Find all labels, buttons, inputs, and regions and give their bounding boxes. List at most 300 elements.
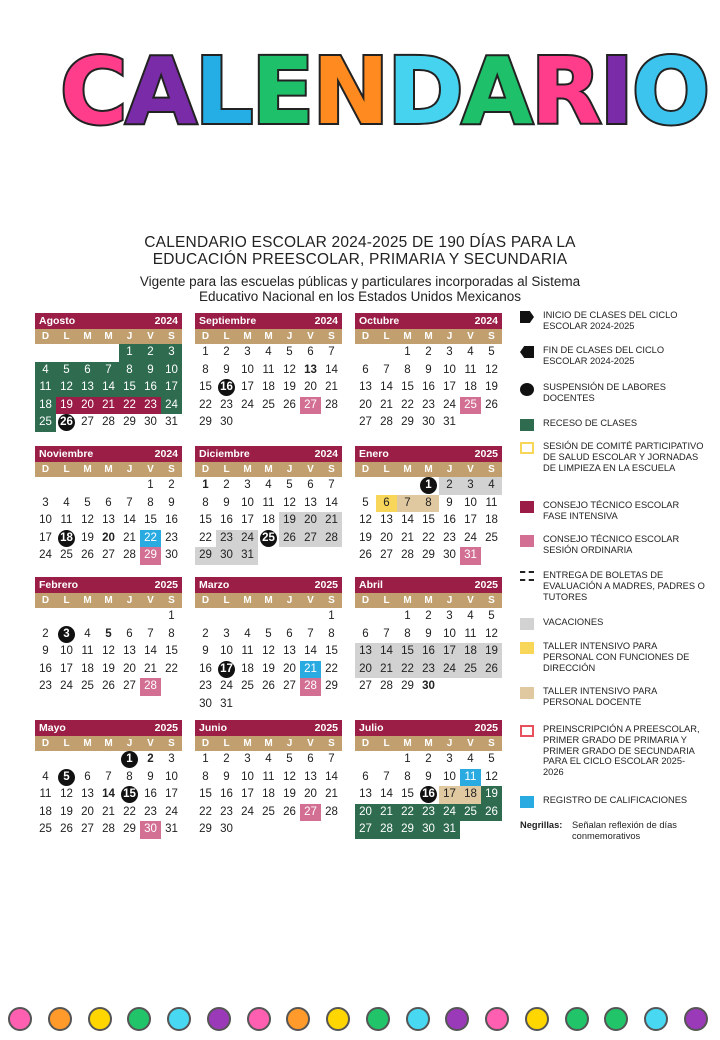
day-cell: 12 (485, 363, 498, 376)
day-circle: 16 (218, 379, 235, 396)
day-cell: 7 (105, 770, 112, 783)
day-cell: 31 (443, 416, 456, 428)
month-enero (355, 446, 502, 565)
month-year: 2024 (154, 448, 178, 460)
month-mayo (35, 720, 182, 839)
day-cell: 26 (262, 680, 275, 692)
day-cell: 4 (63, 496, 70, 509)
day-cell: 1 (168, 610, 175, 622)
day-cell: 2 (425, 346, 432, 358)
weekday-label: M (424, 331, 433, 342)
day-cell: 12 (283, 496, 296, 509)
weekday-label: J (446, 595, 453, 606)
title-line-1: CALENDARIO ESCOLAR 2024-2025 DE 190 DÍAS PARA LA (144, 234, 576, 251)
day-cell: 3 (161, 344, 182, 362)
day-cell: 8 (202, 363, 209, 376)
month-name: Marzo (199, 579, 230, 591)
day-cell: 21 (325, 381, 338, 393)
decorative-dot (286, 1007, 310, 1031)
day-cell: 19 (102, 662, 115, 675)
day-cell: 23 (422, 398, 435, 411)
weekday-label: M (403, 464, 412, 475)
empty-cell (56, 608, 77, 626)
day-cell: 10 (241, 496, 254, 509)
weekday-label: V (147, 738, 154, 749)
day-cell: 15 (144, 514, 157, 526)
day-cell: 5 (488, 753, 495, 765)
weekday-label: V (307, 331, 314, 342)
weekday-label: D (41, 331, 50, 342)
weekday-label: M (424, 464, 433, 475)
weekday-header (195, 329, 342, 344)
day-cell (56, 530, 77, 548)
day-cell: 27 (355, 821, 376, 839)
day-cell: 18 (81, 662, 94, 675)
day-cell: 7 (383, 627, 390, 640)
day-cell: 1 (404, 610, 411, 622)
weekday-label: D (361, 464, 370, 475)
weekday-label: J (446, 464, 453, 475)
day-cell: 14 (325, 770, 338, 783)
day-cell: 13 (283, 645, 296, 657)
day-cell: 26 (102, 680, 115, 692)
banner-letter: R (530, 38, 600, 145)
legend-item (520, 441, 705, 473)
weekday-header (195, 593, 342, 608)
title-line-2: EDUCACIÓN PREESCOLAR, PRIMARIA Y SECUNDARIA (152, 251, 568, 268)
day-cell: 7 (383, 770, 390, 783)
month-year: 2024 (154, 315, 178, 327)
month-year: 2025 (314, 579, 338, 591)
day-cell: 14 (325, 363, 338, 376)
day-cell: 8 (404, 363, 411, 376)
legend-item (520, 500, 705, 522)
day-cell: 28 (140, 678, 161, 696)
day-cell: 22 (140, 530, 161, 548)
day-cell: 16 (220, 788, 233, 800)
day-grid (35, 477, 182, 565)
legend-swatch (520, 687, 534, 699)
calendar-title (60, 234, 660, 268)
day-cell: 22 (401, 398, 414, 411)
day-cell: 8 (119, 362, 140, 380)
empty-cell (397, 477, 418, 495)
day-cell: 1 (202, 479, 209, 491)
day-cell: 12 (359, 514, 372, 526)
month-header (355, 577, 502, 593)
legend-text: CONSEJO TÉCNICO ESCOLAR SESIÓN ORDINARIA (543, 534, 680, 555)
legend-text: RECESO DE CLASES (543, 418, 638, 428)
month-header (355, 446, 502, 462)
weekday-label: M (264, 464, 273, 475)
day-cell: 31 (439, 821, 460, 839)
day-cell (216, 379, 237, 397)
decorative-dot (366, 1007, 390, 1031)
day-cell: 7 (328, 479, 335, 491)
day-cell: 29 (422, 549, 435, 561)
empty-cell (376, 344, 397, 362)
empty-cell (77, 608, 98, 626)
empty-cell (35, 344, 56, 362)
day-cell: 23 (140, 397, 161, 415)
decorative-dot (684, 1007, 708, 1031)
day-cell: 26 (481, 661, 502, 679)
day-cell: 19 (56, 397, 77, 415)
weekday-label: D (361, 595, 370, 606)
weekday-header (355, 736, 502, 751)
day-cell: 12 (485, 627, 498, 640)
day-cell: 14 (325, 496, 338, 509)
day-cell: 8 (404, 627, 411, 640)
day-cell: 22 (199, 531, 212, 544)
day-cell: 24 (220, 680, 233, 692)
day-cell: 18 (262, 788, 275, 800)
weekday-label: S (328, 738, 335, 749)
day-cell: 20 (380, 531, 393, 544)
day-cell: 9 (425, 363, 432, 376)
empty-cell (77, 477, 98, 495)
day-cell: 6 (307, 753, 314, 765)
day-cell: 10 (241, 770, 254, 783)
decorative-dot (644, 1007, 668, 1031)
weekday-label: J (126, 595, 133, 606)
legend-item (520, 686, 705, 708)
day-cell: 19 (485, 381, 498, 393)
day-cell: 29 (401, 680, 414, 692)
day-cell: 17 (439, 786, 460, 804)
day-cell: 7 (383, 363, 390, 376)
day-cell: 23 (220, 398, 233, 411)
day-cell: 29 (325, 680, 338, 692)
empty-cell (119, 608, 140, 626)
day-cell: 9 (168, 496, 175, 509)
day-cell: 7 (328, 753, 335, 765)
legend-text: PREINSCRIPCIÓN A PREESCOLAR, PRIMER GRADO DE PRIMARIA Y PRIMER GRADO DE SECUNDARIA PARA EL CICLO ESCOLAR 2025-2026 (543, 724, 700, 778)
day-grid (355, 344, 502, 432)
day-cell: 5 (286, 346, 293, 358)
decorative-dot (88, 1007, 112, 1031)
day-cell: 2 (223, 479, 230, 491)
day-cell: 19 (81, 531, 94, 544)
day-cell: 12 (56, 379, 77, 397)
empty-cell (77, 751, 98, 769)
weekday-label: V (307, 595, 314, 606)
day-cell: 4 (481, 477, 502, 495)
day-cell: 21 (325, 788, 338, 800)
day-cell: 10 (443, 770, 456, 783)
day-grid (195, 751, 342, 839)
day-cell: 20 (283, 662, 296, 675)
day-cell: 16 (39, 662, 52, 675)
day-cell: 10 (39, 514, 52, 526)
day-grid (35, 608, 182, 696)
day-cell: 24 (60, 680, 73, 692)
empty-cell (355, 344, 376, 362)
weekday-label: V (467, 595, 474, 606)
legend-item (520, 570, 705, 602)
empty-cell (355, 608, 376, 626)
empty-cell (300, 608, 321, 626)
day-cell: 27 (123, 680, 136, 692)
day-cell: 11 (460, 769, 481, 787)
weekday-label: L (383, 464, 390, 475)
day-cell: 28 (401, 549, 414, 561)
weekday-label: M (83, 595, 92, 606)
day-cell: 4 (265, 479, 272, 491)
weekday-label: M (83, 331, 92, 342)
day-cell: 3 (446, 610, 453, 622)
weekday-label: L (383, 738, 390, 749)
weekday-header (355, 329, 502, 344)
month-febrero (35, 577, 182, 696)
day-cell: 18 (35, 397, 56, 415)
weekday-label: M (264, 595, 273, 606)
day-cell: 21 (102, 805, 115, 818)
banner-letter: O (631, 38, 709, 145)
day-cell: 12 (60, 788, 73, 800)
day-cell: 17 (241, 514, 254, 526)
weekday-label: J (446, 738, 453, 749)
day-cell (119, 786, 140, 804)
day-cell: 29 (123, 823, 136, 835)
legend-swatch (520, 796, 534, 808)
legend-item (520, 382, 705, 404)
month-junio (195, 720, 342, 839)
day-cell: 26 (359, 549, 372, 561)
day-cell: 7 (98, 362, 119, 380)
legend-swatch (520, 501, 534, 513)
day-cell: 10 (165, 770, 178, 783)
empty-cell (35, 751, 56, 769)
day-cell: 22 (397, 804, 418, 822)
day-cell: 26 (481, 804, 502, 822)
day-cell: 2 (439, 477, 460, 495)
weekday-label: M (243, 595, 252, 606)
day-cell: 27 (102, 549, 115, 561)
month-header (355, 313, 502, 329)
day-cell: 30 (443, 549, 456, 561)
weekday-header (35, 462, 182, 477)
day-cell: 22 (422, 531, 435, 544)
day-cell: 27 (81, 823, 94, 835)
day-cell: 25 (460, 397, 481, 415)
day-cell: 16 (443, 514, 456, 526)
weekday-label: M (104, 738, 113, 749)
empty-cell (376, 477, 397, 495)
day-cell: 24 (39, 549, 52, 561)
day-cell (418, 786, 439, 804)
day-cell: 17 (241, 788, 254, 800)
day-cell: 13 (123, 645, 136, 657)
decorative-dot (247, 1007, 271, 1031)
month-name: Febrero (39, 579, 79, 591)
calendar-subtitle (60, 274, 660, 304)
day-cell: 29 (195, 547, 216, 565)
day-cell: 25 (241, 680, 254, 692)
month-header (35, 446, 182, 462)
day-cell: 11 (39, 788, 52, 800)
weekday-label: S (488, 464, 495, 475)
day-cell: 23 (39, 680, 52, 692)
legend-text: CONSEJO TÉCNICO ESCOLAR FASE INTENSIVA (543, 500, 680, 521)
day-cell: 10 (464, 496, 477, 509)
month-header (35, 720, 182, 736)
month-header (195, 313, 342, 329)
day-cell: 11 (262, 770, 275, 783)
month-name: Agosto (39, 315, 76, 327)
day-cell: 1 (147, 479, 154, 491)
day-cell: 14 (98, 379, 119, 397)
day-cell: 21 (401, 531, 414, 544)
day-cell: 13 (304, 363, 317, 376)
weekday-label: L (223, 738, 230, 749)
banner-letter: L (194, 38, 252, 145)
day-cell: 24 (443, 398, 456, 411)
day-cell: 29 (401, 416, 414, 428)
weekday-header (195, 462, 342, 477)
day-cell (216, 661, 237, 679)
day-cell: 3 (244, 346, 251, 358)
day-cell: 14 (102, 788, 115, 800)
day-cell: 11 (262, 363, 275, 376)
day-cell: 27 (359, 680, 372, 692)
day-cell: 28 (321, 530, 342, 548)
decorative-dot (127, 1007, 151, 1031)
day-cell (119, 751, 140, 769)
day-cell: 7 (328, 346, 335, 358)
month-year: 2025 (154, 579, 178, 591)
day-cell: 9 (425, 770, 432, 783)
day-cell: 25 (460, 661, 481, 679)
day-cell: 29 (123, 416, 136, 428)
decorative-dot (167, 1007, 191, 1031)
day-cell: 30 (144, 416, 157, 428)
day-cell: 7 (397, 495, 418, 513)
day-cell: 24 (439, 661, 460, 679)
legend-outline-swatch (520, 442, 534, 454)
day-cell: 17 (60, 662, 73, 675)
weekday-label: M (403, 595, 412, 606)
weekday-label: L (63, 464, 70, 475)
day-cell: 17 (39, 531, 52, 544)
day-cell: 22 (119, 397, 140, 415)
day-cell: 8 (404, 770, 411, 783)
month-name: Mayo (39, 722, 66, 734)
day-cell: 28 (123, 549, 136, 561)
weekday-label: V (147, 595, 154, 606)
legend-text: VACACIONES (543, 617, 604, 627)
day-cell: 27 (359, 416, 372, 428)
day-cell: 26 (60, 823, 73, 835)
day-cell: 20 (102, 531, 115, 544)
month-name: Junio (199, 722, 227, 734)
day-cell: 15 (325, 645, 338, 657)
weekday-label: M (104, 331, 113, 342)
day-cell: 31 (165, 416, 178, 428)
legend-text: ENTREGA DE BOLETAS DE EVALUACIÓN A MADRES, PADRES O TUTORES (543, 570, 705, 602)
day-cell: 16 (165, 514, 178, 526)
day-cell: 15 (401, 381, 414, 393)
decorative-dot (565, 1007, 589, 1031)
day-circle: 25 (260, 530, 277, 547)
weekday-label: V (307, 464, 314, 475)
day-cell: 8 (126, 770, 133, 783)
day-cell: 15 (397, 643, 418, 661)
day-cell: 25 (262, 805, 275, 818)
month-noviembre (35, 446, 182, 565)
day-cell: 28 (376, 821, 397, 839)
month-name: Diciembre (199, 448, 250, 460)
day-cell: 30 (216, 547, 237, 565)
legend-text: FIN DE CLASES DEL CICLO ESCOLAR 2024-2025 (543, 345, 665, 366)
weekday-label: S (168, 738, 175, 749)
weekday-header (35, 329, 182, 344)
day-cell: 14 (401, 514, 414, 526)
day-cell: 14 (380, 381, 393, 393)
day-cell: 30 (422, 416, 435, 428)
day-cell: 17 (241, 381, 254, 393)
day-cell: 19 (481, 786, 502, 804)
decorative-dot (8, 1007, 32, 1031)
decorative-dot (445, 1007, 469, 1031)
weekday-label: S (488, 738, 495, 749)
day-cell: 30 (220, 823, 233, 835)
day-cell: 13 (81, 788, 94, 800)
day-cell (56, 769, 77, 787)
day-cell: 5 (286, 479, 293, 491)
empty-cell (56, 344, 77, 362)
day-cell: 27 (300, 804, 321, 822)
day-cell: 14 (123, 514, 136, 526)
weekday-label: S (328, 464, 335, 475)
legend-outline-swatch (520, 725, 534, 737)
day-cell: 20 (81, 805, 94, 818)
day-cell: 7 (126, 496, 133, 509)
decorative-dot (525, 1007, 549, 1031)
day-cell: 18 (485, 514, 498, 526)
weekday-label: L (383, 331, 390, 342)
month-name: Octubre (359, 315, 400, 327)
day-cell: 10 (60, 645, 73, 657)
bold-note-label: Negrillas: (520, 820, 563, 830)
banner-letter: C (60, 38, 126, 145)
day-cell: 10 (443, 363, 456, 376)
day-cell: 23 (418, 661, 439, 679)
month-header (355, 720, 502, 736)
month-year: 2025 (314, 722, 338, 734)
day-cell: 27 (300, 397, 321, 415)
weekday-label: M (104, 464, 113, 475)
legend-swatch (520, 618, 534, 630)
weekday-header (35, 593, 182, 608)
legend-swatch (520, 642, 534, 654)
decorative-dot (485, 1007, 509, 1031)
day-cell: 4 (35, 362, 56, 380)
weekday-label: S (168, 331, 175, 342)
month-octubre (355, 313, 502, 432)
suspension-circle-icon (520, 383, 534, 396)
day-cell: 4 (265, 346, 272, 358)
day-cell: 22 (325, 662, 338, 675)
start-flag-icon (520, 311, 534, 323)
weekday-label: D (201, 331, 210, 342)
legend-item (520, 641, 705, 673)
day-cell: 16 (418, 643, 439, 661)
day-cell: 3 (460, 477, 481, 495)
day-cell: 11 (241, 645, 254, 657)
day-cell: 18 (262, 514, 275, 526)
day-cell: 25 (262, 398, 275, 411)
